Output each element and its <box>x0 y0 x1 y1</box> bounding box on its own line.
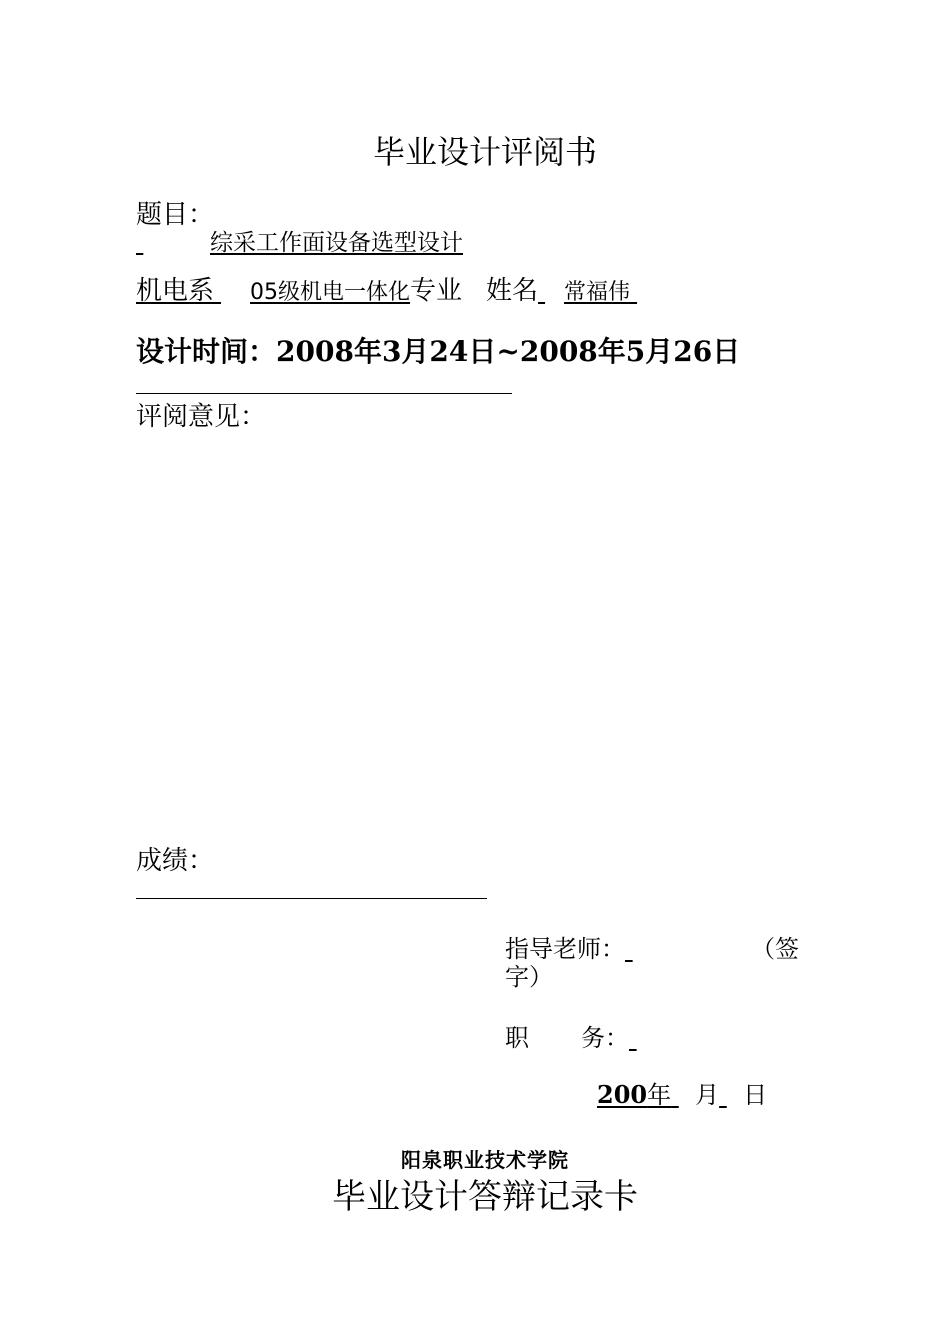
time-underline <box>136 393 512 394</box>
school-name: 阳泉职业技术学院 <box>401 1148 569 1172</box>
topic-value: 综采工作面设备选型设计 <box>210 230 463 256</box>
position-row <box>505 1026 755 1050</box>
date-row <box>597 1080 768 1109</box>
date-day-unit: 日 <box>743 1081 768 1109</box>
opinion-label: 评阅意见： <box>136 402 267 432</box>
month-blank <box>671 1083 695 1107</box>
date-year: 200 <box>597 1080 648 1109</box>
class-value: 05级机电一体化 <box>250 280 411 305</box>
score-underline <box>136 898 487 899</box>
name-value: 常福伟 <box>564 280 631 305</box>
major-label: 专业 <box>410 276 463 306</box>
department-row <box>136 278 682 304</box>
advisor-row <box>505 937 799 961</box>
score-label: 成绩： <box>136 846 215 876</box>
design-time-row <box>136 335 741 368</box>
date-month-unit: 月 <box>695 1081 720 1109</box>
topic-label: 题目： <box>136 200 215 230</box>
sign-suffix: （签 <box>751 935 799 963</box>
advisor-signature-blank <box>625 937 751 961</box>
date-year-unit: 年 <box>647 1081 672 1109</box>
design-time-value: 2008年3月24日~2008年5月26日 <box>276 335 741 368</box>
advisor-label: 指导老师： <box>505 935 625 963</box>
page-title: 毕业设计评阅书 <box>372 133 597 171</box>
position-label-1: 职 <box>505 1024 529 1052</box>
name-label: 姓名 <box>486 276 539 306</box>
design-time-label: 设计时间： <box>136 335 277 368</box>
topic-field <box>136 232 463 255</box>
department-label: 机电系 <box>136 276 215 306</box>
sign-suffix-continued: 字） <box>505 963 553 991</box>
position-blank <box>629 1026 755 1050</box>
day-blank <box>719 1083 743 1107</box>
card-title: 毕业设计答辩记录卡 <box>332 1177 638 1217</box>
position-label-2: 务： <box>581 1024 629 1052</box>
